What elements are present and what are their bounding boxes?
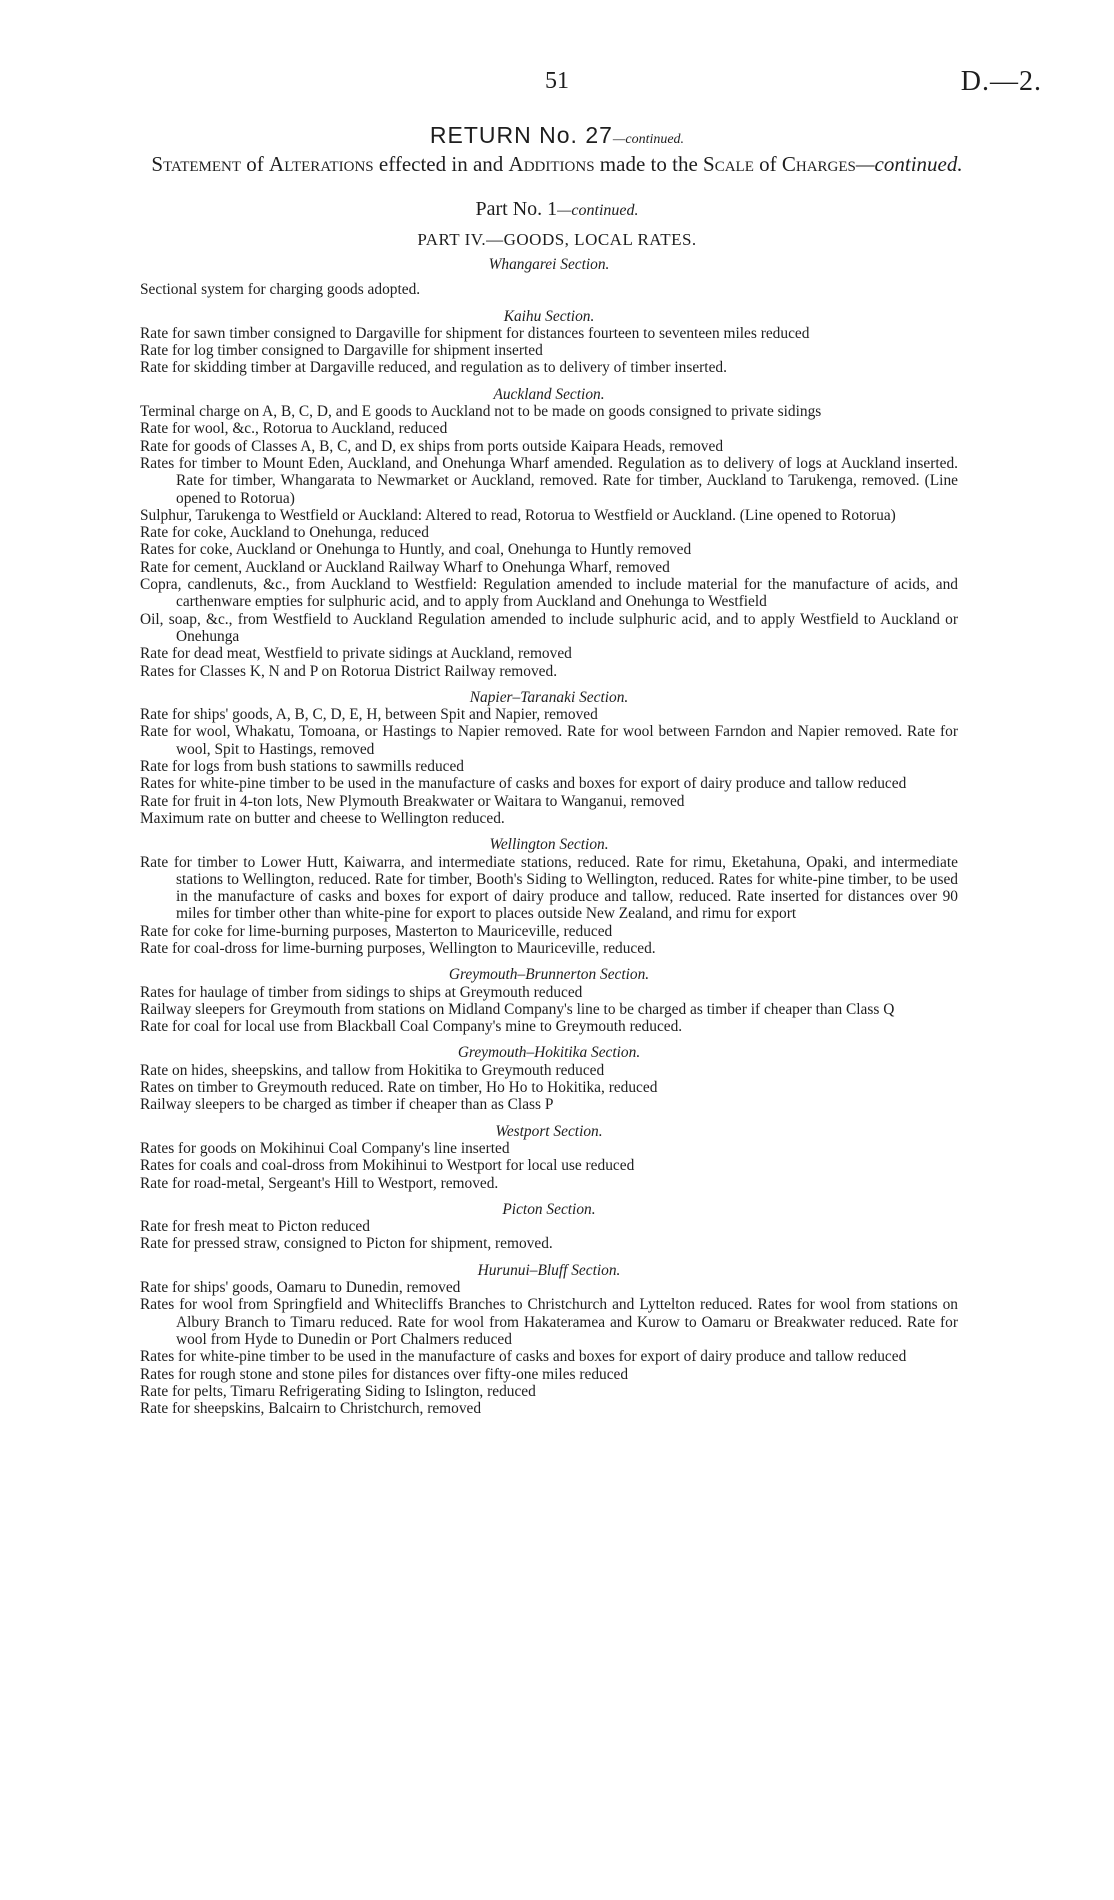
rate-item: Rates on timber to Greymouth reduced. Rate on timber, Ho Ho to Hokitika, reduced — [140, 1079, 658, 1097]
return-title-suffix: —continued. — [612, 132, 685, 147]
rate-item: Rate for coke, Auckland to Onehunga, reduced — [140, 524, 429, 542]
section — [140, 377, 958, 680]
section — [140, 256, 958, 299]
rate-item: Rate for cement, Auckland or Auckland Railway Wharf to Onehunga Wharf, removed — [140, 558, 670, 576]
rate-item: Rate for logs from bush stations to sawmills reduced — [140, 758, 465, 776]
section — [140, 957, 958, 1035]
statement-word: of — [753, 152, 782, 176]
statement-word: Additions — [508, 152, 595, 176]
rate-item: Terminal charge on A, B, C, D, and E goods to Auckland not to be made on goods consigned to private sidings — [140, 403, 822, 421]
rate-item: Oil, soap, &c., from Westfield to Auckland Regulation amended to include sulphuric acid, and to apply Westfield to Auckland or Onehunga — [140, 610, 958, 645]
statement-word: Charges — [781, 152, 856, 176]
rate-item: Rate for coal-dross for lime-burning purposes, Wellington to Mauriceville, reduced. — [140, 939, 656, 957]
rate-item: Rate for pelts, Timaru Refrigerating Siding to Islington, reduced — [140, 1382, 536, 1400]
return-title-text: RETURN No. 27 — [429, 122, 613, 148]
rate-item: Rates for coals and coal-dross from Mokihinui to Westport for local use reduced — [140, 1157, 635, 1175]
rate-item: Rate for skidding timber at Dargaville reduced, and regulation as to delivery of timber inserted. — [140, 359, 727, 377]
section — [140, 1253, 958, 1418]
rate-item: Rates for rough stone and stone piles for distances over fifty-one miles reduced — [140, 1365, 629, 1383]
return-title — [0, 122, 1114, 149]
section-title: Greymouth–Hokitika Section. — [457, 1044, 641, 1062]
rate-item: Rates for white-pine timber to be used in the manufacture of casks and boxes for export of dairy produce and tallow reduced — [140, 1348, 907, 1366]
rate-item: Rate for wool, Whakatu, Tomoana, or Hastings to Napier removed. Rate for wool between Farndon and Napier removed. Rate for wool, Spit to Hastings, removed — [140, 723, 958, 758]
part-number-heading — [0, 198, 1114, 221]
rate-item: Railway sleepers to be charged as timber if cheaper than as Class P — [140, 1096, 554, 1114]
rate-item: Rate for road-metal, Sergeant's Hill to Westport, removed. — [140, 1174, 499, 1192]
section — [140, 1114, 958, 1192]
statement-word: effected in and — [373, 152, 509, 176]
rate-item: Rate for coal for local use from Blackball Coal Company's mine to Greymouth reduced. — [140, 1018, 683, 1036]
section-title: Hurunui–Bluff Section. — [477, 1261, 621, 1279]
section-title: Kaihu Section. — [503, 307, 595, 325]
rate-item: Rates for goods on Mokihinui Coal Company's line inserted — [140, 1139, 510, 1157]
statement-word: of — [241, 152, 270, 176]
part-number-suffix: —continued. — [557, 202, 639, 219]
rate-item: Rates for wool from Springfield and Whitecliffs Branches to Christchurch and Lyttelton reduced. Rates for wool from stations on Albury Branch to Timaru reduced. Rate for wool from Hakateramea and Kurow to Oamaru or Breakwater reduced. Rate for wool from Hyde to Dunedin or Port Chalmers reduced — [140, 1296, 958, 1348]
part-number-text: Part No. 1 — [475, 198, 558, 220]
rate-item: Rate for wool, &c., Rotorua to Auckland, reduced — [140, 420, 448, 438]
section — [140, 680, 958, 827]
rate-item: Rate for goods of Classes A, B, C, and D, ex ships from ports outside Kaipara Heads, removed — [140, 437, 724, 455]
rate-item: Rate for fresh meat to Picton reduced — [140, 1218, 370, 1236]
rate-item: Rates for Classes K, N and P on Rotorua District Railway removed. — [140, 662, 558, 680]
section — [140, 1192, 958, 1253]
section-title: Greymouth–Brunnerton Section. — [448, 966, 650, 984]
statement-word: Alterations — [269, 152, 374, 176]
rate-item: Rates for timber to Mount Eden, Auckland, and Onehunga Wharf amended. Regulation as to delivery of logs at Auckland inserted. Rate for timber, Whangarata to Newmarket or Auckland, removed. Rate for timber, Auckland to Tarukenga, removed. (Line opened to Rotorua) — [140, 454, 958, 507]
document-reference: D.—2. — [960, 66, 1042, 97]
statement-word: —continued. — [855, 152, 963, 176]
rate-item: Rates for haulage of timber from sidings to ships at Greymouth reduced — [140, 983, 583, 1001]
rate-item: Rate on hides, sheepskins, and tallow from Hokitika to Greymouth reduced — [140, 1061, 605, 1079]
rate-item: Rate for coke for lime-burning purposes, Masterton to Mauriceville, reduced — [140, 922, 613, 940]
rate-item: Rate for timber to Lower Hutt, Kaiwarra, and intermediate stations, reduced. Rate for rimu, Eketahuna, Opaki, and intermediate stations to Wellington, reduced. Rate for timber, Booth's Siding to Wellington, reduced. Rates for white-pine timber, to be used in the manufacture of casks and boxes for export of dairy produce and tallow, reduced. Rate inserted for distances over 90 miles for timber other than white-pine for export to places outside New Zealand, and rimu for export — [140, 853, 958, 923]
rate-item: Rate for ships' goods, Oamaru to Dunedin, removed — [140, 1279, 461, 1297]
rate-item: Rate for sawn timber consigned to Dargaville for shipment for distances fourteen to seventeen miles reduced — [140, 324, 810, 342]
rate-item: Rate for pressed straw, consigned to Picton for shipment, removed. — [140, 1235, 553, 1253]
rate-item: Sulphur, Tarukenga to Westfield or Auckland: Altered to read, Rotorua to Westfield or Auckland. (Line opened to Rotorua) — [140, 506, 896, 524]
section-title: Whangarei Section. — [488, 256, 610, 273]
section-preface: Sectional system for charging goods adopted. — [140, 281, 421, 299]
part-iv-heading: PART IV.—GOODS, LOCAL RATES. — [417, 230, 697, 249]
rate-item: Rate for log timber consigned to Dargaville for shipment inserted — [140, 342, 543, 360]
rate-item: Railway sleepers for Greymouth from stations on Midland Company's line to be charged as timber if cheaper than Class Q — [140, 1000, 895, 1018]
section — [140, 1035, 958, 1113]
section — [140, 827, 958, 957]
statement-heading — [0, 152, 1114, 177]
rate-item: Rates for white-pine timber to be used in the manufacture of casks and boxes for export of dairy produce and tallow reduced — [140, 775, 907, 793]
section-title: Napier–Taranaki Section. — [469, 688, 629, 706]
section — [140, 299, 958, 377]
rate-item: Rate for ships' goods, A, B, C, D, E, H, between Spit and Napier, removed — [140, 706, 598, 724]
rate-item: Rate for fruit in 4-ton lots, New Plymouth Breakwater or Waitara to Wanganui, removed — [140, 792, 685, 810]
statement-word: made to the — [594, 152, 704, 176]
rate-item: Rate for dead meat, Westfield to private sidings at Auckland, removed — [140, 645, 572, 663]
section-title: Picton Section. — [502, 1200, 596, 1218]
statement-word: Scale — [703, 152, 754, 176]
rate-item: Maximum rate on butter and cheese to Wellington reduced. — [140, 809, 505, 827]
rate-item: Rates for coke, Auckland or Onehunga to Huntly, and coal, Onehunga to Huntly removed — [140, 541, 692, 559]
rate-item: Copra, candlenuts, &c., from Auckland to Westfield: Regulation amended to include material for the manufacture of acids, and carthenware empties for sulphuric acid, and to apply from Auckland and Onehunga to Westfield — [140, 576, 958, 611]
rate-item: Rate for sheepskins, Balcairn to Christchurch, removed — [140, 1400, 482, 1418]
page-number: 51 — [545, 68, 569, 94]
section-title: Westport Section. — [495, 1122, 603, 1140]
sections-container — [140, 256, 958, 1417]
statement-word: Statement — [151, 152, 242, 176]
section-title: Wellington Section. — [489, 836, 609, 854]
section-title: Auckland Section. — [493, 385, 605, 403]
